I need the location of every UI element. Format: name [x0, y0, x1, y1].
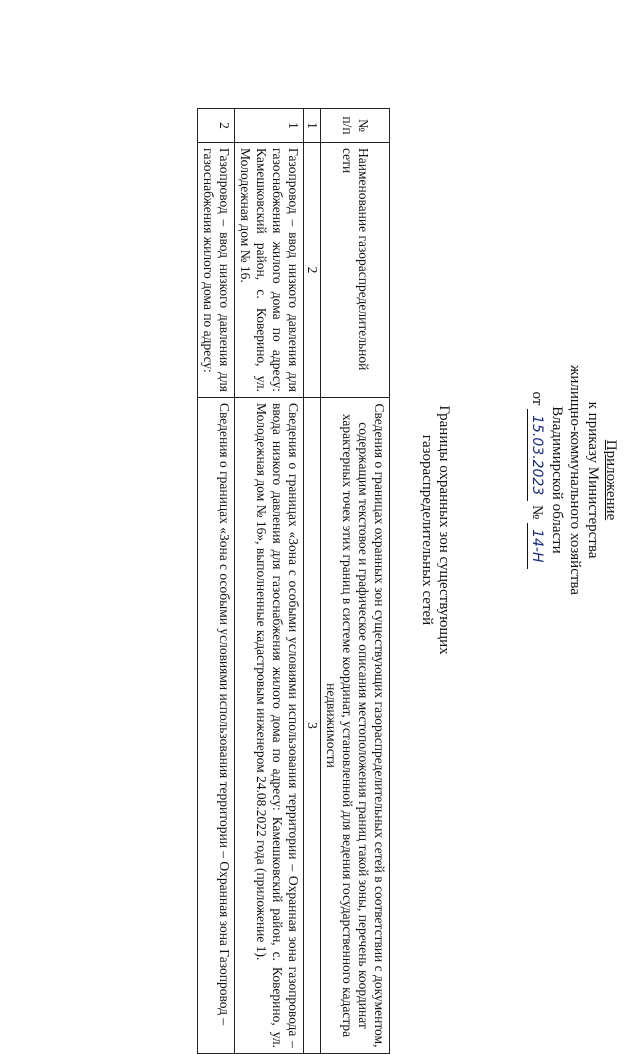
table-header-row — [321, 109, 390, 1054]
document-title — [418, 80, 452, 980]
handwritten-number: 14-H — [527, 523, 546, 568]
title-line-1: Границы охранных зон существующих — [436, 405, 452, 655]
appendix-header — [527, 30, 620, 930]
column-index: 1 — [304, 109, 321, 143]
zone-info: Сведения о границах «Зона с особыми условиями использования территории – Охранная зона Газопровод – — [198, 398, 235, 1054]
network-name: Газопровод – ввод низкого давления для газоснабжения жилого дома по адресу: — [198, 143, 235, 398]
header-name: Наименование газораспределительной сети — [321, 143, 390, 398]
column-index: 2 — [304, 143, 321, 398]
zone-info: Сведения о границах «Зона с особыми условиями использования территории – Охранная зона газопровода – ввода низкого давления для газоснабжения жилого дома по адресу: Камешковский район, с. Коверино, ул. Молодежная дом № 16», выполненные кадастровым инженером 24.08.2022 года (приложение 1). — [235, 398, 304, 1054]
row-number: 1 — [235, 109, 304, 143]
appendix-label: Приложение — [603, 439, 619, 521]
table-row — [198, 109, 235, 1054]
number-prefix: № — [529, 505, 545, 520]
title-line-2: газораспределительных сетей — [419, 434, 435, 626]
protection-zones-table — [197, 108, 390, 1054]
appendix-date-line — [527, 30, 546, 930]
header-info: Сведения о границах охранных зон существующих газораспределительных сетей в соответствии с документом, содержащим текстовое и графическое описания местоположения границ такой зоны, перечень координат характерных точек этих границ в системе координат, установленной для ведения государственного кадастра недвижимости — [321, 398, 390, 1054]
appendix-order-line: к приказу Министерства — [585, 401, 601, 559]
column-index-row — [304, 109, 321, 1054]
appendix-ministry-line: жилищно-коммунального хозяйства — [567, 365, 583, 595]
network-name: Газопровод – ввод низкого давления для газоснабжения жилого дома по адресу: Камешковский район, с. Коверино, ул. Молодежная дом № 16. — [235, 143, 304, 398]
handwritten-date: 15.03.2023 — [527, 409, 546, 501]
date-prefix: от — [529, 391, 545, 406]
header-num: № п/п — [321, 109, 390, 143]
appendix-region-line: Владимирской области — [549, 406, 565, 554]
table-row — [235, 109, 304, 1054]
column-index: 3 — [304, 398, 321, 1054]
row-number: 2 — [198, 109, 235, 143]
